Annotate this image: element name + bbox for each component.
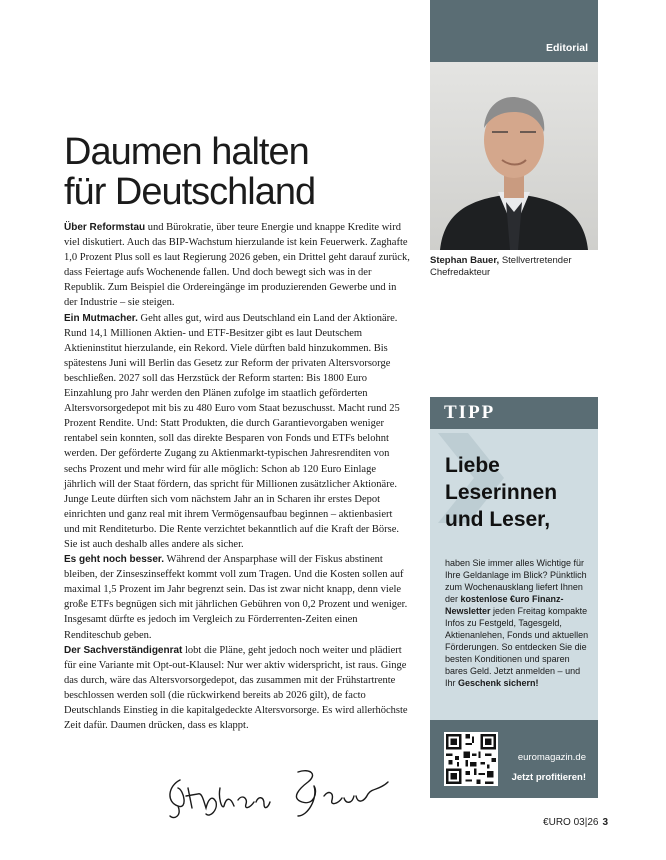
tipp-text-part-2: jeden Freitag kompakte Infos zu Festgeld, Tagesgeld, Aktienanlehen, Fonds und aktuellen Förderungen. So entdecken Sie die besten Konditionen und sparen bares Geld. Jetzt anmelden – und Ihr: [445, 606, 589, 688]
tipp-footer: [430, 720, 598, 798]
paragraph-text: lobt die Pläne, geht jedoch noch weiter und plädiert für eine Variante mit Opt-out-Klausel: Nur wer aktiv widerspricht, ist raus. Ginge das durch, wäre das Altersvorsorgedepot, das zusammen mit der Frühstartrente beschlossen werden soll (die rückwirkend bereits ab 2026 gilt), de facto Deutschlands Einstieg in die kapitalgedeckte Altersvorsorge. Es wird allerhöchste Zeit dafür. Daumen drücken, dass es klappt.: [64, 644, 408, 732]
section-label: Editorial: [545, 42, 588, 54]
paragraph-lead: Es geht noch besser.: [64, 554, 165, 566]
headline-line-1: Daumen halten: [64, 131, 309, 173]
body-paragraph-1: [64, 220, 410, 311]
paragraph-text: und Bürokratie, über teure Energie und knappe Kredite wird viel diskutiert. Auch das BIP-Wachstum hierzulande ist kein Feuerwerk. Zaghafte 1,0 Prozent Plus soll es laut Regierung 2026 geben, ein Drittel geht darauf zurück, dass Feiertage aufs Wochenende fallen. Und doch bewegt sich was in der Republik. Zum Beispiel die Ordereingänge im produzierenden Gewerbe und in der Industrie – sie steigen.: [64, 222, 410, 309]
author-role: Stellvertretender Chefredakteur: [430, 255, 572, 278]
issue-label: €URO 03|26: [543, 817, 599, 828]
author-name: Stephan Bauer,: [430, 255, 500, 266]
tipp-text-part-1: haben Sie immer alles Wichtige für Ihre Geldanlage im Blick? Pünktlich zum Wochenausklang liefert Ihnen der: [445, 558, 587, 604]
tipp-header: TIPP: [430, 397, 598, 429]
page-title: [64, 132, 404, 212]
signature-image: [158, 758, 398, 822]
page-folio: [543, 817, 608, 828]
tipp-title-line-2: Leserinnen: [445, 481, 558, 504]
tipp-title-line-3: und Leser,: [445, 508, 551, 531]
paragraph-lead: Über Reformstau: [64, 222, 146, 233]
page-number: 3: [602, 817, 608, 828]
tipp-text: [445, 557, 590, 689]
paragraph-lead: Der Sachverständigenrat: [64, 644, 183, 656]
tipp-box: [430, 397, 598, 720]
headline-line-2: für Deutschland: [64, 171, 316, 213]
paragraph-text: Während der Ansparphase will der Fiskus abstinent bleiben, der Zinseszinseffekt kommt voll zum Tragen. Und die Kosten sollen auf maximal 1,5 Prozent im Jahr begrenzt sein. Das ist zwar nicht knapp, denn viele große ETFs begnügen sich mit jährlichen Gebühren von 0,2 Prozent und weniger. Insgesamt dürfte es jedoch im Vergleich zu Förderrenten-Zeiten einen Renditeschub geben.: [64, 554, 408, 641]
editorial-body: [64, 220, 410, 733]
author-caption: [430, 255, 600, 279]
body-paragraph-3: [64, 552, 410, 643]
cta-link[interactable]: Jetzt profitieren!: [511, 772, 586, 783]
paragraph-lead: Ein Mutmacher.: [64, 312, 138, 324]
paragraph-text: Geht alles gut, wird aus Deutschland ein Land der Aktionäre. Rund 14,1 Millionen Aktien- und ETF-Besitzer gibt es laut Deutschem Aktieninstitut hierzulande, ein Rekord. Viele dürften bald hinzukommen. Bis spätestens Juni will Berlin das Gesetz zur Reform der privaten Altersvorsorge beschließen. 2027 soll das Herzstück der Reform starten: Bis 1800 Euro Einzahlung pro Jahr werden den Plänen zufolge im staatlich geförderten Altersvorsorgedepot mit bis zu 480 Euro vom Staat bezuschusst. Macht rund 25 Prozent Rendite. Und: Statt Produkten, die durch Garantievorgaben weniger rentabel sein konnten, soll das direkte Besparen von Fonds und ETFs belohnt werden. Der geförderte Zugang zu Aktienmarkt-typischen Jahresrenditen von sechs Prozent und mehr wird für alle möglich: Schon ab 120 Euro Einlage jährlich will der Staat fördern, das spricht für Millionen zusätzlicher Aktionäre. Junge Leute dürften sich vom nächstem Jahr an in Scharen ihr erstes Depot einrichten und ganz real mit ihrem Vermögensaufbau beginnen – aktienbasiert und mit Renditeturbo. Die Rente verzichtet bekanntlich auf die Kraft der Börse. Sie ist auch deshalb alles andere als sicher.: [64, 312, 400, 550]
gift-highlight: Geschenk sichern!: [458, 678, 539, 688]
editorial-header-bar: [430, 0, 598, 62]
tipp-title: [445, 452, 595, 533]
body-paragraph-4: [64, 643, 410, 734]
qr-code-icon: [444, 732, 498, 786]
author-portrait-illustration: [430, 62, 598, 250]
qr-code[interactable]: [444, 732, 498, 786]
website-link[interactable]: euromagazin.de: [517, 752, 586, 763]
tipp-title-line-1: Liebe: [445, 454, 500, 477]
body-paragraph-2: [64, 311, 410, 553]
author-photo: [430, 62, 598, 250]
newsletter-highlight: kostenlose €uro Finanz-Newsletter: [445, 594, 564, 616]
